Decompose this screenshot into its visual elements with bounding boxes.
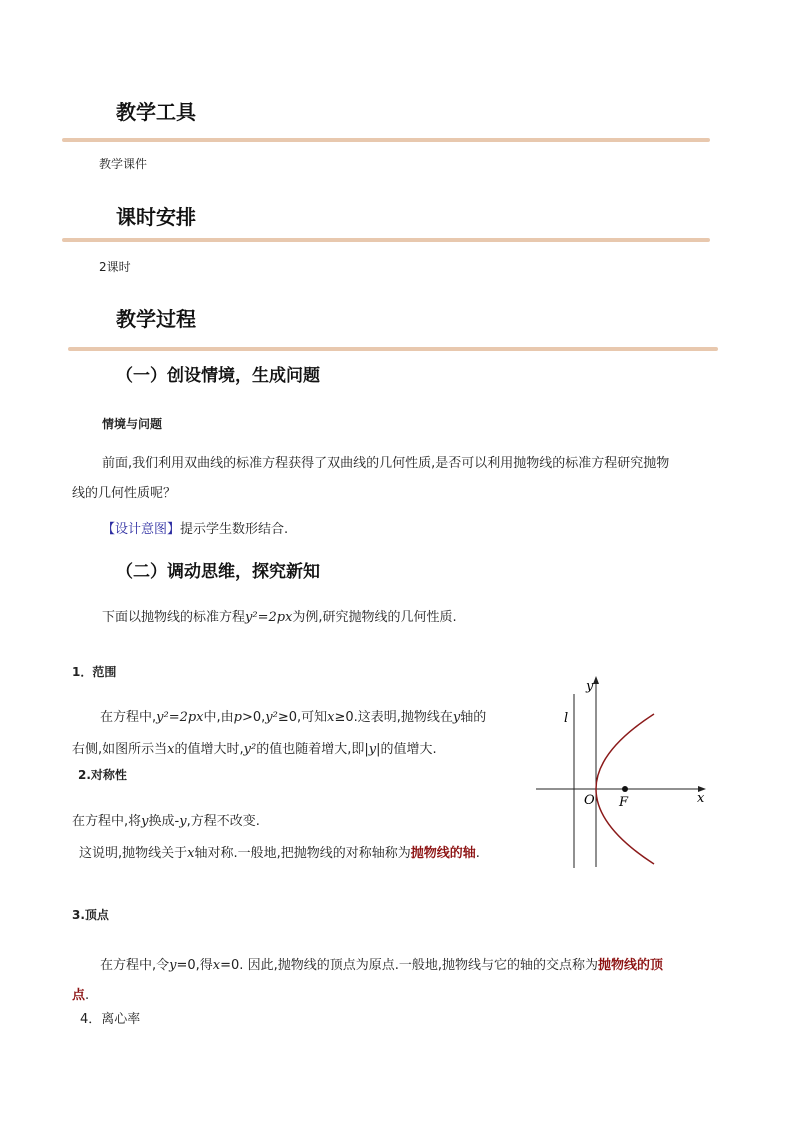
divider [62, 238, 710, 242]
equation: y²=2px [156, 710, 204, 725]
design-intent-tag: 【设计意图】 [102, 522, 181, 537]
heading-teaching-tools: 教学工具 [116, 100, 196, 124]
heading-part2: （二）调动思维，探究新知 [116, 562, 320, 582]
text: 换成- [148, 814, 180, 829]
term-axis: 抛物线的轴 [410, 846, 476, 861]
equation: y²=2px [245, 610, 293, 625]
part2-intro [102, 604, 457, 632]
text: ≥0.这表明,抛物线在 [334, 710, 453, 725]
text: ≥0,可知 [277, 710, 328, 725]
text: 下面以抛物线的标准方程 [102, 610, 246, 625]
term-vertex: 抛物线的顶 [597, 958, 663, 973]
text: 轴的 [460, 710, 487, 725]
text: . [475, 846, 480, 861]
variable: y [179, 814, 187, 829]
text: 轴对称.一般地,把抛物线的对称轴称为 [194, 846, 411, 861]
variable: y [452, 710, 461, 725]
text: |的值增大. [376, 742, 437, 757]
variable: p [233, 710, 242, 725]
text: =0,得 [176, 958, 213, 973]
text: =0. 因此,抛物线的顶点为原点.一般地,抛物线与它的轴的交点称为 [220, 958, 598, 973]
item2-line2 [79, 840, 480, 868]
variable: y² [243, 742, 257, 757]
label-y: y [586, 679, 594, 694]
text: 中,由 [203, 710, 234, 725]
text: 右侧,如图所示当 [72, 742, 168, 757]
variable: y² [265, 710, 278, 725]
variable: x [212, 958, 221, 973]
label-x: x [697, 791, 705, 806]
item1-line2 [72, 736, 437, 764]
schedule-content: 2课时 [99, 260, 131, 274]
variable: y [141, 814, 149, 829]
parabola-figure [530, 672, 710, 872]
text: . [85, 988, 90, 1003]
paragraph-line: 前面,我们利用双曲线的标准方程获得了双曲线的几何性质,是否可以利用抛物线的标准方程研究抛物 [102, 456, 670, 471]
text: 这说明,抛物线关于 [79, 846, 188, 861]
text: 的值增大时, [174, 742, 244, 757]
heading-process: 教学过程 [116, 307, 196, 331]
label-f: F [619, 795, 629, 810]
text: 在方程中,令 [100, 958, 170, 973]
label-o: O [584, 793, 595, 808]
subheading-situation: 情境与问题 [102, 417, 163, 431]
text: ,方程不改变. [186, 814, 260, 829]
paragraph-line: 线的几何性质呢？ [72, 486, 177, 501]
text: 为例,研究抛物线的几何性质. [292, 610, 457, 625]
focus-point [622, 786, 628, 792]
text: 的值也随着增大,即| [256, 742, 369, 757]
term-vertex: 点 [72, 988, 86, 1003]
variable: x [187, 846, 195, 861]
item3-title: 3.顶点 [72, 908, 109, 922]
variable: x [167, 742, 175, 757]
text: 在方程中, [100, 710, 157, 725]
item2-line1 [72, 808, 260, 836]
design-intent [102, 516, 288, 544]
heading-part1: （一）创设情境，生成问题 [116, 366, 320, 386]
item4-title: 4．离心率 [80, 1012, 141, 1027]
teaching-tools-content: 教学课件 [99, 157, 148, 171]
y-axis-arrow [593, 676, 599, 684]
variable: y [169, 958, 177, 973]
item3-line1 [100, 952, 663, 980]
variable: y [368, 742, 377, 757]
text: 在方程中,将 [72, 814, 142, 829]
heading-schedule: 课时安排 [116, 205, 196, 229]
item1-title: 1．范围 [72, 665, 117, 679]
item2-title: 2.对称性 [78, 768, 127, 782]
label-l: l [564, 711, 569, 726]
divider [68, 347, 718, 351]
text: >0, [241, 710, 266, 725]
design-intent-text: 提示学生数形结合. [180, 522, 289, 537]
divider [62, 138, 710, 142]
variable: x [327, 710, 335, 725]
item1-line1 [100, 704, 486, 732]
